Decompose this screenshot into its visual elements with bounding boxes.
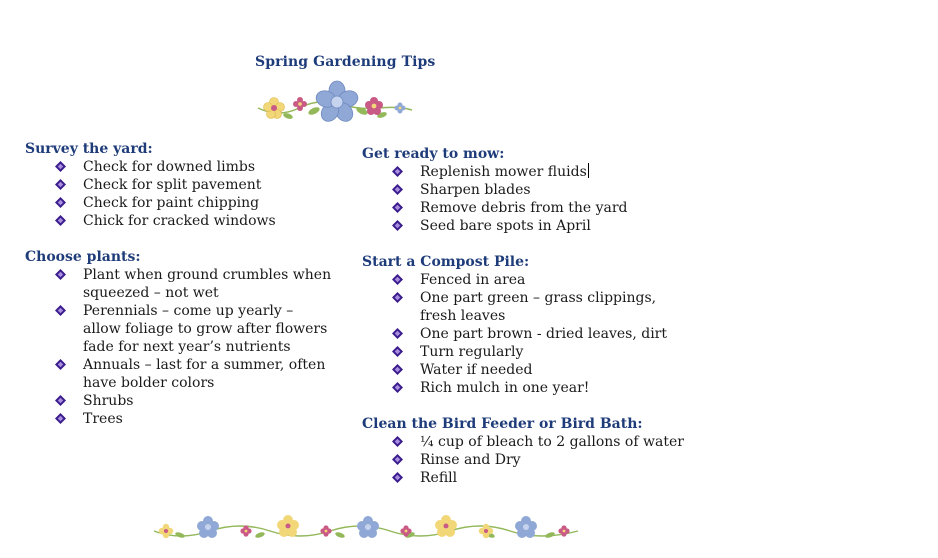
list-item: Shrubs (25, 392, 335, 410)
bullet-list (25, 266, 335, 428)
diamond-bullet-icon (392, 274, 403, 285)
diamond-bullet-icon (392, 328, 403, 339)
list-item: Perennials – come up yearly – allow foliage to grow after flowers fade for next year’s nutrients (25, 302, 335, 356)
list-item: Rinse and Dry (362, 451, 692, 469)
list-item: Sharpen blades (362, 181, 692, 199)
diamond-bullet-icon (392, 346, 403, 357)
list-item: Check for downed limbs (25, 158, 335, 176)
diamond-bullet-icon (55, 215, 66, 226)
list-item: Remove debris from the yard (362, 199, 692, 217)
diamond-bullet-icon (55, 197, 66, 208)
list-item: Plant when ground crumbles when squeezed – not wet (25, 266, 335, 302)
diamond-bullet-icon (392, 220, 403, 231)
section-heading: Clean the Bird Feeder or Bird Bath: (362, 416, 643, 432)
list-item: Fenced in area (362, 271, 692, 289)
diamond-bullet-icon (55, 305, 66, 316)
diamond-bullet-icon (392, 436, 403, 447)
list-item: Trees (25, 410, 335, 428)
diamond-bullet-icon (55, 395, 66, 406)
section-heading: Choose plants: (25, 249, 141, 265)
bullet-list (25, 158, 335, 230)
diamond-bullet-icon (55, 179, 66, 190)
diamond-bullet-icon (392, 292, 403, 303)
section-heading: Get ready to mow: (362, 146, 505, 162)
list-item: One part green – grass clippings, fresh leaves (362, 289, 692, 325)
diamond-bullet-icon (392, 166, 403, 177)
list-item: Rich mulch in one year! (362, 379, 692, 397)
list-item: Check for paint chipping (25, 194, 335, 212)
document-title: Spring Gardening Tips (255, 54, 436, 70)
diamond-bullet-icon (55, 359, 66, 370)
section-bird-feeder (362, 415, 692, 487)
list-item: Refill (362, 469, 692, 487)
list-item: ¼ cup of bleach to 2 gallons of water (362, 433, 692, 451)
section-heading: Start a Compost Pile: (362, 254, 530, 270)
diamond-bullet-icon (392, 454, 403, 465)
section-survey-yard (25, 140, 335, 230)
section-get-ready-to-mow (362, 145, 692, 235)
left-column (25, 140, 335, 446)
list-item: Turn regularly (362, 343, 692, 361)
bullet-list (362, 433, 692, 487)
diamond-bullet-icon (392, 472, 403, 483)
right-column (362, 145, 692, 505)
text-cursor (588, 163, 589, 178)
diamond-bullet-icon (55, 413, 66, 424)
diamond-bullet-icon (392, 202, 403, 213)
diamond-bullet-icon (392, 184, 403, 195)
diamond-bullet-icon (392, 364, 403, 375)
section-compost-pile (362, 253, 692, 397)
list-item: Seed bare spots in April (362, 217, 692, 235)
section-heading: Survey the yard: (25, 141, 153, 157)
list-item: Annuals – last for a summer, often have bolder colors (25, 356, 335, 392)
list-item: One part brown - dried leaves, dirt (362, 325, 692, 343)
list-item[interactable]: Replenish mower fluids (362, 163, 692, 181)
list-item: Water if needed (362, 361, 692, 379)
diamond-bullet-icon (55, 269, 66, 280)
diamond-bullet-icon (55, 161, 66, 172)
list-item: Check for split pavement (25, 176, 335, 194)
flower-border-top-icon (254, 78, 416, 126)
section-choose-plants (25, 248, 335, 428)
bullet-list (362, 163, 692, 235)
flower-border-bottom-icon (150, 511, 582, 545)
diamond-bullet-icon (392, 382, 403, 393)
list-item: Chick for cracked windows (25, 212, 335, 230)
bullet-list (362, 271, 692, 397)
